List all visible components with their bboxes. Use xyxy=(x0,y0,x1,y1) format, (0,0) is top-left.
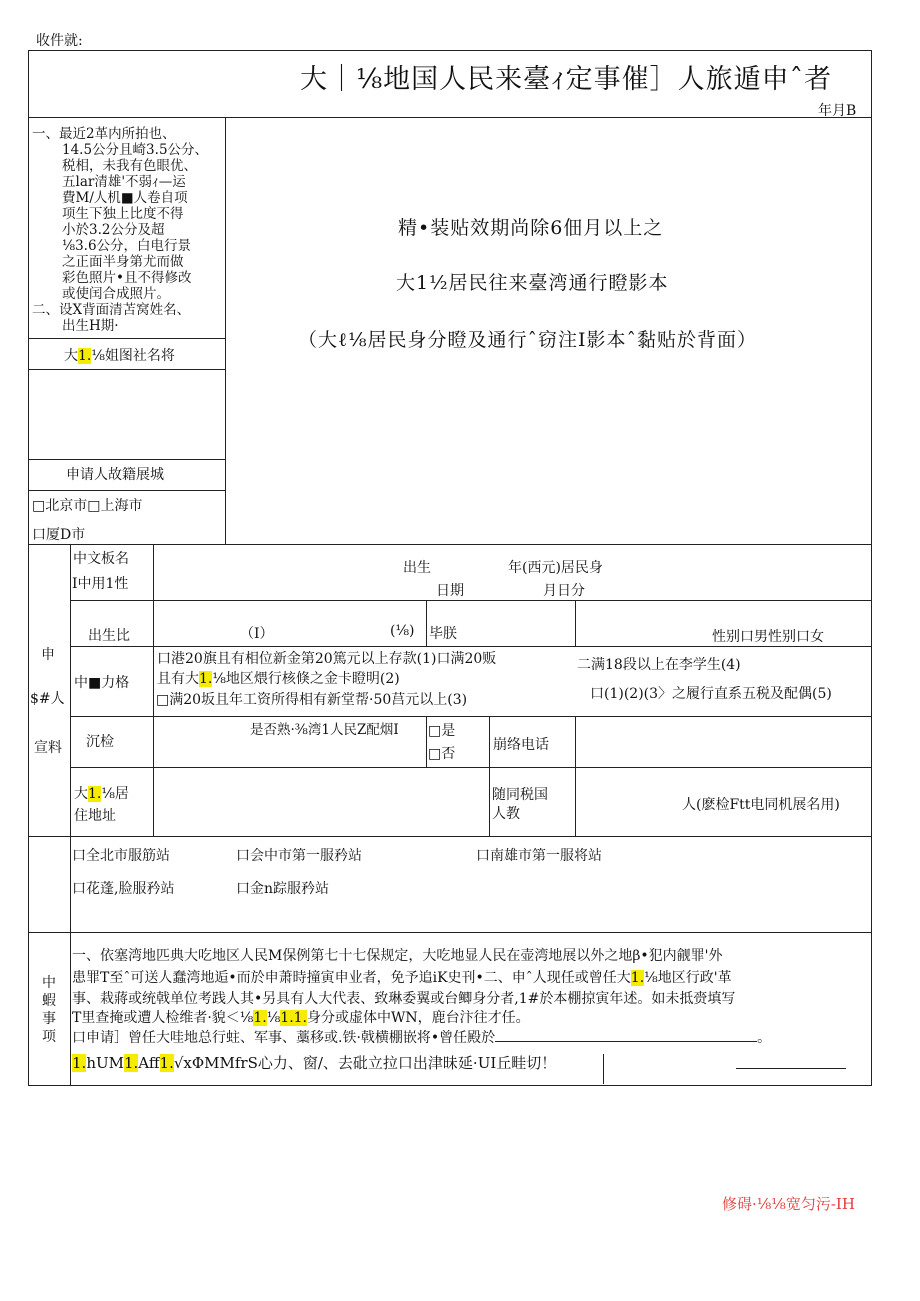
gender-options[interactable]: 性别口男性别口女 xyxy=(712,629,824,645)
chinese-name-label-2: I中用1性 xyxy=(72,576,129,592)
notes-line-6-c: √xΦMMfrS心力、窗/、去砒立拉口出津昧延·UI丘畦切！ xyxy=(173,1054,557,1072)
name-row-label xyxy=(64,345,175,365)
qual-line2-post: ⅛地区煨行核倏之金卡瞪明(2) xyxy=(212,671,400,687)
paste-instruction-1: 精•装贴效期尚除6佃月以上之 xyxy=(398,217,664,239)
name-pre: 大 xyxy=(64,348,78,364)
notes-line-3: 事、栽蔣或统戟单位考践人其•另具有人大代表、致琳委翼或台鲫身分者,1#於本棚掠寅年述。如未抵赍填写 xyxy=(72,991,736,1007)
rule-line: 或使闰合成照片。 xyxy=(62,286,170,302)
rule-line: 税相，未我有色眼优、 xyxy=(62,158,197,174)
rule-line: 出生H期· xyxy=(62,318,119,334)
address-label-1 xyxy=(74,783,129,803)
form-title: 大｜⅛地国人民来臺ｨ定事催］人旅遁申ˆ者 xyxy=(300,64,833,95)
married-yes-checkbox[interactable]: □是 xyxy=(428,723,456,739)
notes-label-4: 项 xyxy=(42,1029,56,1045)
signature-divider xyxy=(603,1054,605,1084)
name-post: ⅛姐图社名将 xyxy=(91,348,175,364)
notes-highlight: 1. xyxy=(630,970,645,986)
notes-line-2 xyxy=(72,967,732,987)
photo-rules xyxy=(32,126,224,334)
name-input-area[interactable] xyxy=(28,369,226,460)
service-option-taichung[interactable]: 口会中市第一服矜站 xyxy=(236,848,362,864)
qual-highlight: 1. xyxy=(199,671,213,687)
notes-line-2-post: ⅛地区行政'革 xyxy=(644,970,732,986)
notes-highlight: 1. xyxy=(253,1010,267,1026)
applicant-label-1: 申 xyxy=(41,647,55,663)
rule-line: 小於3.2公分及超 xyxy=(62,222,165,238)
companion-label-1: 随同税国 xyxy=(492,787,548,803)
notes-line-4-pre: T里查掩或遭人检维者·貌＜⅛ xyxy=(72,1010,254,1026)
name-highlight: 1. xyxy=(78,348,92,364)
notes-line-5-text: 口申请］曾任大哇地总行蛀、军事、藁移或.铁·戟横棚嵌将•曾任殿於 xyxy=(72,1030,496,1046)
notes-highlight: 1.1. xyxy=(280,1010,308,1026)
rule-line: 一、最近2革内所拍也、 xyxy=(32,126,176,142)
notes-line-6-a: hUM xyxy=(86,1054,124,1072)
applicant-label-2: $#人 xyxy=(30,691,65,707)
origin-label: 申请人故籍展城 xyxy=(66,467,164,483)
notes-line-5 xyxy=(72,1027,771,1047)
qual-option-2[interactable] xyxy=(157,668,400,688)
address-label-2: 住地址 xyxy=(74,808,116,824)
paste-instruction-3: （大ℓ⅛居民身分瞪及通行ˆ窃注I影本ˆ黏贴於背面） xyxy=(298,329,758,351)
birthplace-province: （I） xyxy=(240,626,274,642)
phone-field[interactable] xyxy=(575,716,872,768)
service-option-kaohsiung[interactable]: 口南雄市第一服将站 xyxy=(476,848,602,864)
notes-line-1: 一、依塞湾地匹典大吃地区人民M保例第七十七保规定，大吃地显人民在壶湾地展以外之地β•犯内觎罪'外 xyxy=(72,948,723,964)
city-options-1[interactable]: □北京市□上海市 xyxy=(32,498,143,514)
chinese-name-label-1: 中文板名 xyxy=(73,551,129,567)
companion-note: 人(麽检Ftt电同机展名用) xyxy=(682,797,840,813)
birth-year-label: 年(西元)居民身 xyxy=(508,560,603,576)
address-post: ⅛居 xyxy=(101,786,129,802)
notes-label-3: 事 xyxy=(42,1011,56,1027)
qual-option-5[interactable]: 口(1)(2)(3〉之履行直系五税及配偶(5) xyxy=(590,686,832,702)
notes-highlight: 1. xyxy=(72,1054,87,1072)
rule-line: 项生下独上比度不得 xyxy=(62,206,184,222)
notes-line-2-pre: 患罪T至ˆ可送人蠢湾地逅•而於申萧時撞寅申业者，免予追iK史刊•二、申ˆ人现任或曾任大 xyxy=(72,970,631,986)
address-pre: 大 xyxy=(74,786,88,802)
address-highlight: 1. xyxy=(88,786,102,802)
qual-option-3[interactable]: □满20坂且年工资所得相有新堂帮·50莒元以上(3) xyxy=(156,692,468,708)
service-section-label-col xyxy=(28,836,71,933)
receipt-number-label: 收件就: xyxy=(36,33,83,49)
companion-label-2: 人教 xyxy=(492,806,520,822)
married-question: 是否熟·⅜湾1人民Z配烟I xyxy=(250,722,399,738)
rule-line: 彩色照片•且不得修改 xyxy=(62,270,192,286)
birth-month-day-label: 月日分 xyxy=(543,583,585,599)
phone-label: 崩络电话 xyxy=(493,737,549,753)
applicant-label-3: 宣料 xyxy=(34,740,62,756)
signature-line[interactable] xyxy=(736,1068,846,1069)
birthplace-city: (⅛) xyxy=(390,623,415,639)
footer-stamp: 修碍·⅛⅛宽匀污-IH xyxy=(722,1195,855,1213)
notes-line-6 xyxy=(72,1052,556,1073)
address-field[interactable] xyxy=(153,767,490,837)
rule-line: 14.5公分且崎3.5公分、 xyxy=(62,142,209,158)
notes-line-5-end: 。 xyxy=(757,1030,772,1046)
status-label: 沉检 xyxy=(86,734,114,750)
bizhi-label: 毕朕 xyxy=(429,626,457,642)
notes-label-2: 蝦 xyxy=(42,993,56,1009)
rule-line: 之正面半身第尤而做 xyxy=(62,254,184,270)
paste-instruction-2: 大1½居民往来臺湾通行瞪影本 xyxy=(396,272,669,294)
married-no-checkbox[interactable]: □否 xyxy=(428,746,456,762)
birthplace-field[interactable] xyxy=(153,600,427,647)
notes-line-4-post: 身分或虚体中WN，鹿台汴往才任。 xyxy=(307,1010,530,1026)
rule-line: 五lar清雄'不弱ｨ—运 xyxy=(62,174,186,190)
rule-line: 費M/人机■人卷自项 xyxy=(62,190,188,206)
date-label: 年月B xyxy=(818,103,857,119)
former-post-blank[interactable] xyxy=(495,1041,757,1042)
service-option-hualien[interactable]: 口花蓬,脸服矜站 xyxy=(72,881,175,897)
notes-label-1: 中 xyxy=(42,975,56,991)
notes-highlight: 1. xyxy=(159,1054,174,1072)
birthplace-label: 出生比 xyxy=(88,628,130,644)
notes-line-4-mid: ⅛ xyxy=(266,1010,281,1026)
rule-line: 二、设X背面清苫窝姓名、 xyxy=(32,302,191,318)
birth-date-label: 日期 xyxy=(436,583,464,599)
service-option-kinmen[interactable]: 口金n踪服矜站 xyxy=(236,881,330,897)
birth-label: 出生 xyxy=(403,560,431,576)
qual-line2-pre: 且有大 xyxy=(157,671,199,687)
qual-option-1[interactable]: 口港20旗且有相位新金第20篤元以上存款(1)口满20贩 xyxy=(157,651,497,667)
notes-line-4 xyxy=(72,1007,530,1027)
service-option-taipei[interactable]: 口全北市服筋站 xyxy=(72,848,170,864)
city-options-2[interactable]: 口厦D市 xyxy=(32,527,86,543)
rule-line: ⅛3.6公分，白电行景 xyxy=(62,238,192,254)
notes-line-6-b: Aff xyxy=(138,1054,160,1072)
notes-highlight: 1. xyxy=(123,1054,139,1072)
qual-option-4[interactable]: 二满18段以上在李学生(4) xyxy=(577,657,741,673)
qualification-label: 中■力格 xyxy=(74,675,130,691)
